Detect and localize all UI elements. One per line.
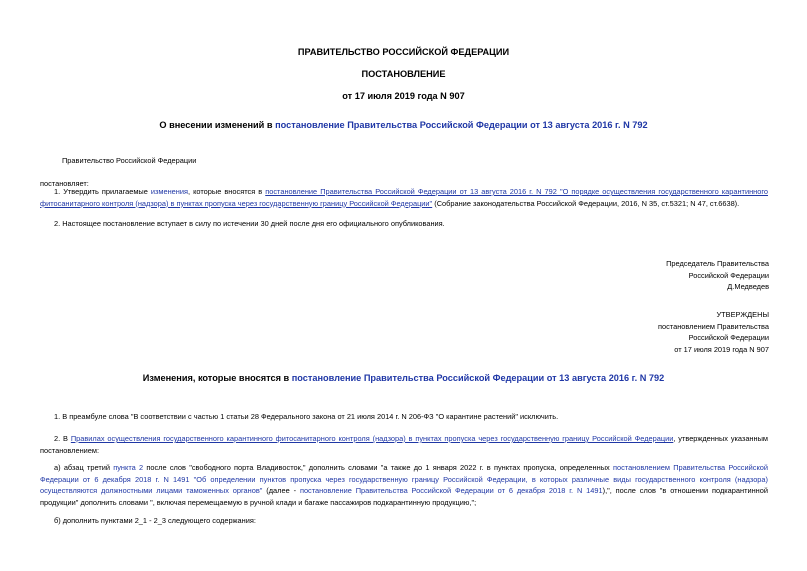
signature-name: Д.Медведев	[727, 282, 769, 292]
document-type-heading: ПОСТАНОВЛЕНИЕ	[361, 69, 446, 79]
signature-block	[666, 258, 769, 293]
document-date: от 17 июля 2019 года N 907	[342, 91, 465, 101]
change-2a-text-3: (далее -	[262, 486, 300, 495]
paragraph-1-text-c: (Собрание законодательства Российской Федерации, 2016, N 35, ст.5321; N 47, ст.6638).	[432, 198, 740, 208]
approval-line-2: постановлением Правительства	[658, 321, 769, 331]
change-2a	[40, 462, 768, 508]
change-2-text-b: , утвержденных указанным постановлением:	[40, 434, 768, 455]
change-2a-text-2: после слов "свободного порта Владивосток," дополнить словами "а также до 1 января 2022 г. в пунктах пропуска, определенных	[143, 463, 613, 472]
title-decree-link[interactable]: постановление Правительства Российской Федерации от 13 августа 2016 г. N 792	[275, 120, 648, 130]
government-heading: ПРАВИТЕЛЬСТВО РОССИЙСКОЙ ФЕДЕРАЦИИ	[297, 47, 510, 57]
decree-1491-short-link[interactable]: постановление Правительства Российской Федерации от 6 декабря 2018 г. N 1491	[299, 486, 603, 495]
change-1: 1. В преамбуле слова "В соответствии с частью 1 статьи 28 Федерального закона от 21 июля 2014 г. N 206-ФЗ "О карантине растений" исключить.	[54, 412, 559, 421]
signature-country: Российской Федерации	[688, 270, 769, 280]
approval-line-1: УТВЕРЖДЕНЫ	[716, 310, 769, 319]
clause-2-link[interactable]: пункта 2	[113, 463, 144, 472]
change-2b: б) дополнить пунктами 2_1 - 2_3 следующего содержания:	[54, 516, 256, 525]
decree-792-link[interactable]: постановление Правительства Российской Федерации от 13 августа 2016 г. N 792 "О порядке осуществления государственного карантинного фитосанитарного контроля (надзора) в пунктах пропуска через государственную границу Российской Федерации"	[40, 187, 768, 208]
change-2	[40, 433, 768, 456]
signature-title: Председатель Правительства	[666, 259, 769, 268]
changes-title-text: Изменения, которые вносятся в	[142, 373, 292, 383]
paragraph-1-text-b: , которые вносятся в	[188, 187, 266, 196]
decree-1491-link[interactable]: постановлением Правительства Российской Федерации от 6 декабря 2018 г. N 1491 "Об определении пунктов пропуска через государственную границу Российской Федерации, в которых различные виды государственного контроля (надзора) осуществляются должностными лицами таможенных органов"	[40, 463, 768, 495]
changes-title	[0, 373, 807, 383]
approval-block	[658, 309, 769, 355]
paragraph-1-text-a: 1. Утвердить прилагаемые	[54, 187, 151, 196]
approval-line-4: от 17 июля 2019 года N 907	[674, 344, 769, 354]
changes-link[interactable]: изменения	[150, 187, 189, 196]
document-title-text: О внесении изменений в	[159, 120, 276, 130]
approval-line-3: Российской Федерации	[688, 333, 769, 343]
change-2a-text-1: а) абзац третий	[54, 463, 114, 472]
change-2a-text-4: ),", после слов "в отношении подкарантинной продукции" дополнить словами ", включая перемещаемую в ручной клади и багаже пассажиров подкарантинную продукцию,";	[40, 486, 768, 507]
rules-link[interactable]: Правилах осуществления государственного карантинного фитосанитарного контроля (надзора) в пунктах пропуска через государственную границу Российской Федерации	[70, 434, 674, 443]
paragraph-1	[40, 186, 768, 209]
changes-title-decree-link[interactable]: постановление Правительства Российской Федерации от 13 августа 2016 г. N 792	[291, 373, 665, 383]
document-title	[0, 120, 807, 130]
decrees-line: постановляет:	[40, 179, 89, 188]
change-2-text-a: 2. В	[54, 434, 71, 443]
paragraph-2: 2. Настоящее постановление вступает в силу по истечении 30 дней после дня его официального опубликования.	[54, 219, 445, 228]
government-line: Правительство Российской Федерации	[62, 156, 197, 165]
